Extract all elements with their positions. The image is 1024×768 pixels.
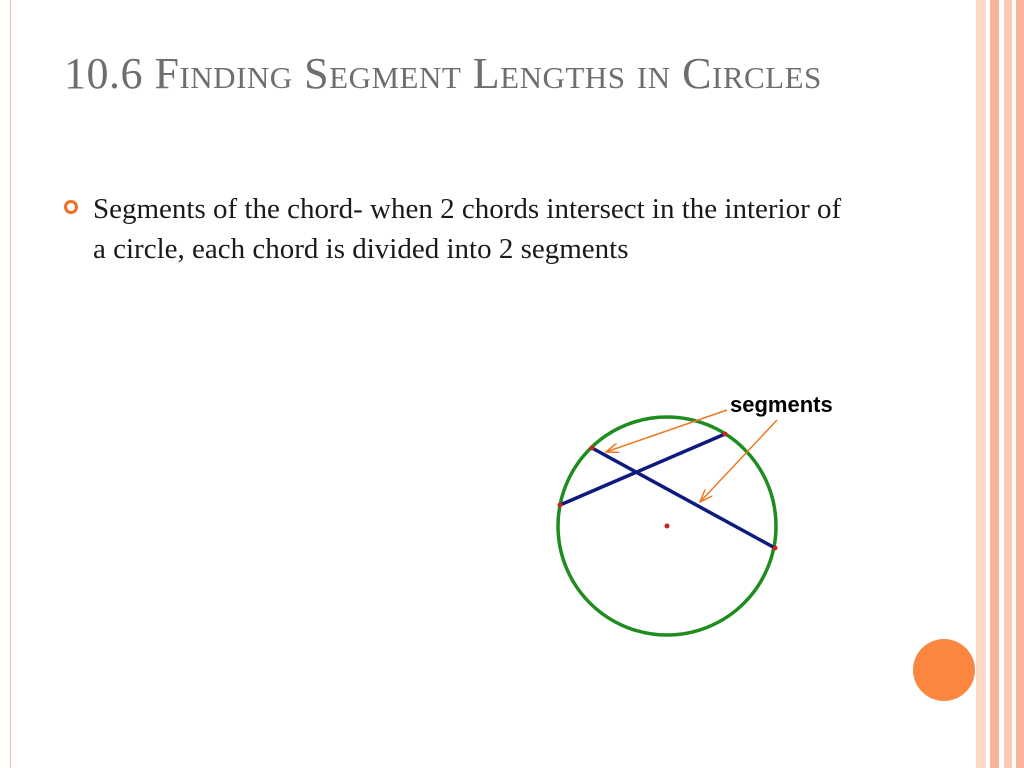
corner-decoration-circle	[913, 639, 975, 701]
arrow-to-chord-segment-lower	[700, 420, 777, 502]
chord-1	[560, 434, 725, 505]
bullet-text: Segments of the chord- when 2 chords intersect in the interior of a circle, each chord is divided into 2 segments	[93, 193, 842, 265]
chord-2	[592, 448, 775, 548]
slide-title: 10.6 Finding Segment Lengths in Circles	[64, 49, 822, 98]
endpoint-dot	[723, 432, 728, 437]
endpoint-dot	[773, 546, 778, 551]
center-dot	[665, 524, 670, 529]
endpoint-dot	[590, 446, 595, 451]
segments-label: segments	[730, 392, 833, 417]
endpoint-dot	[558, 503, 563, 508]
